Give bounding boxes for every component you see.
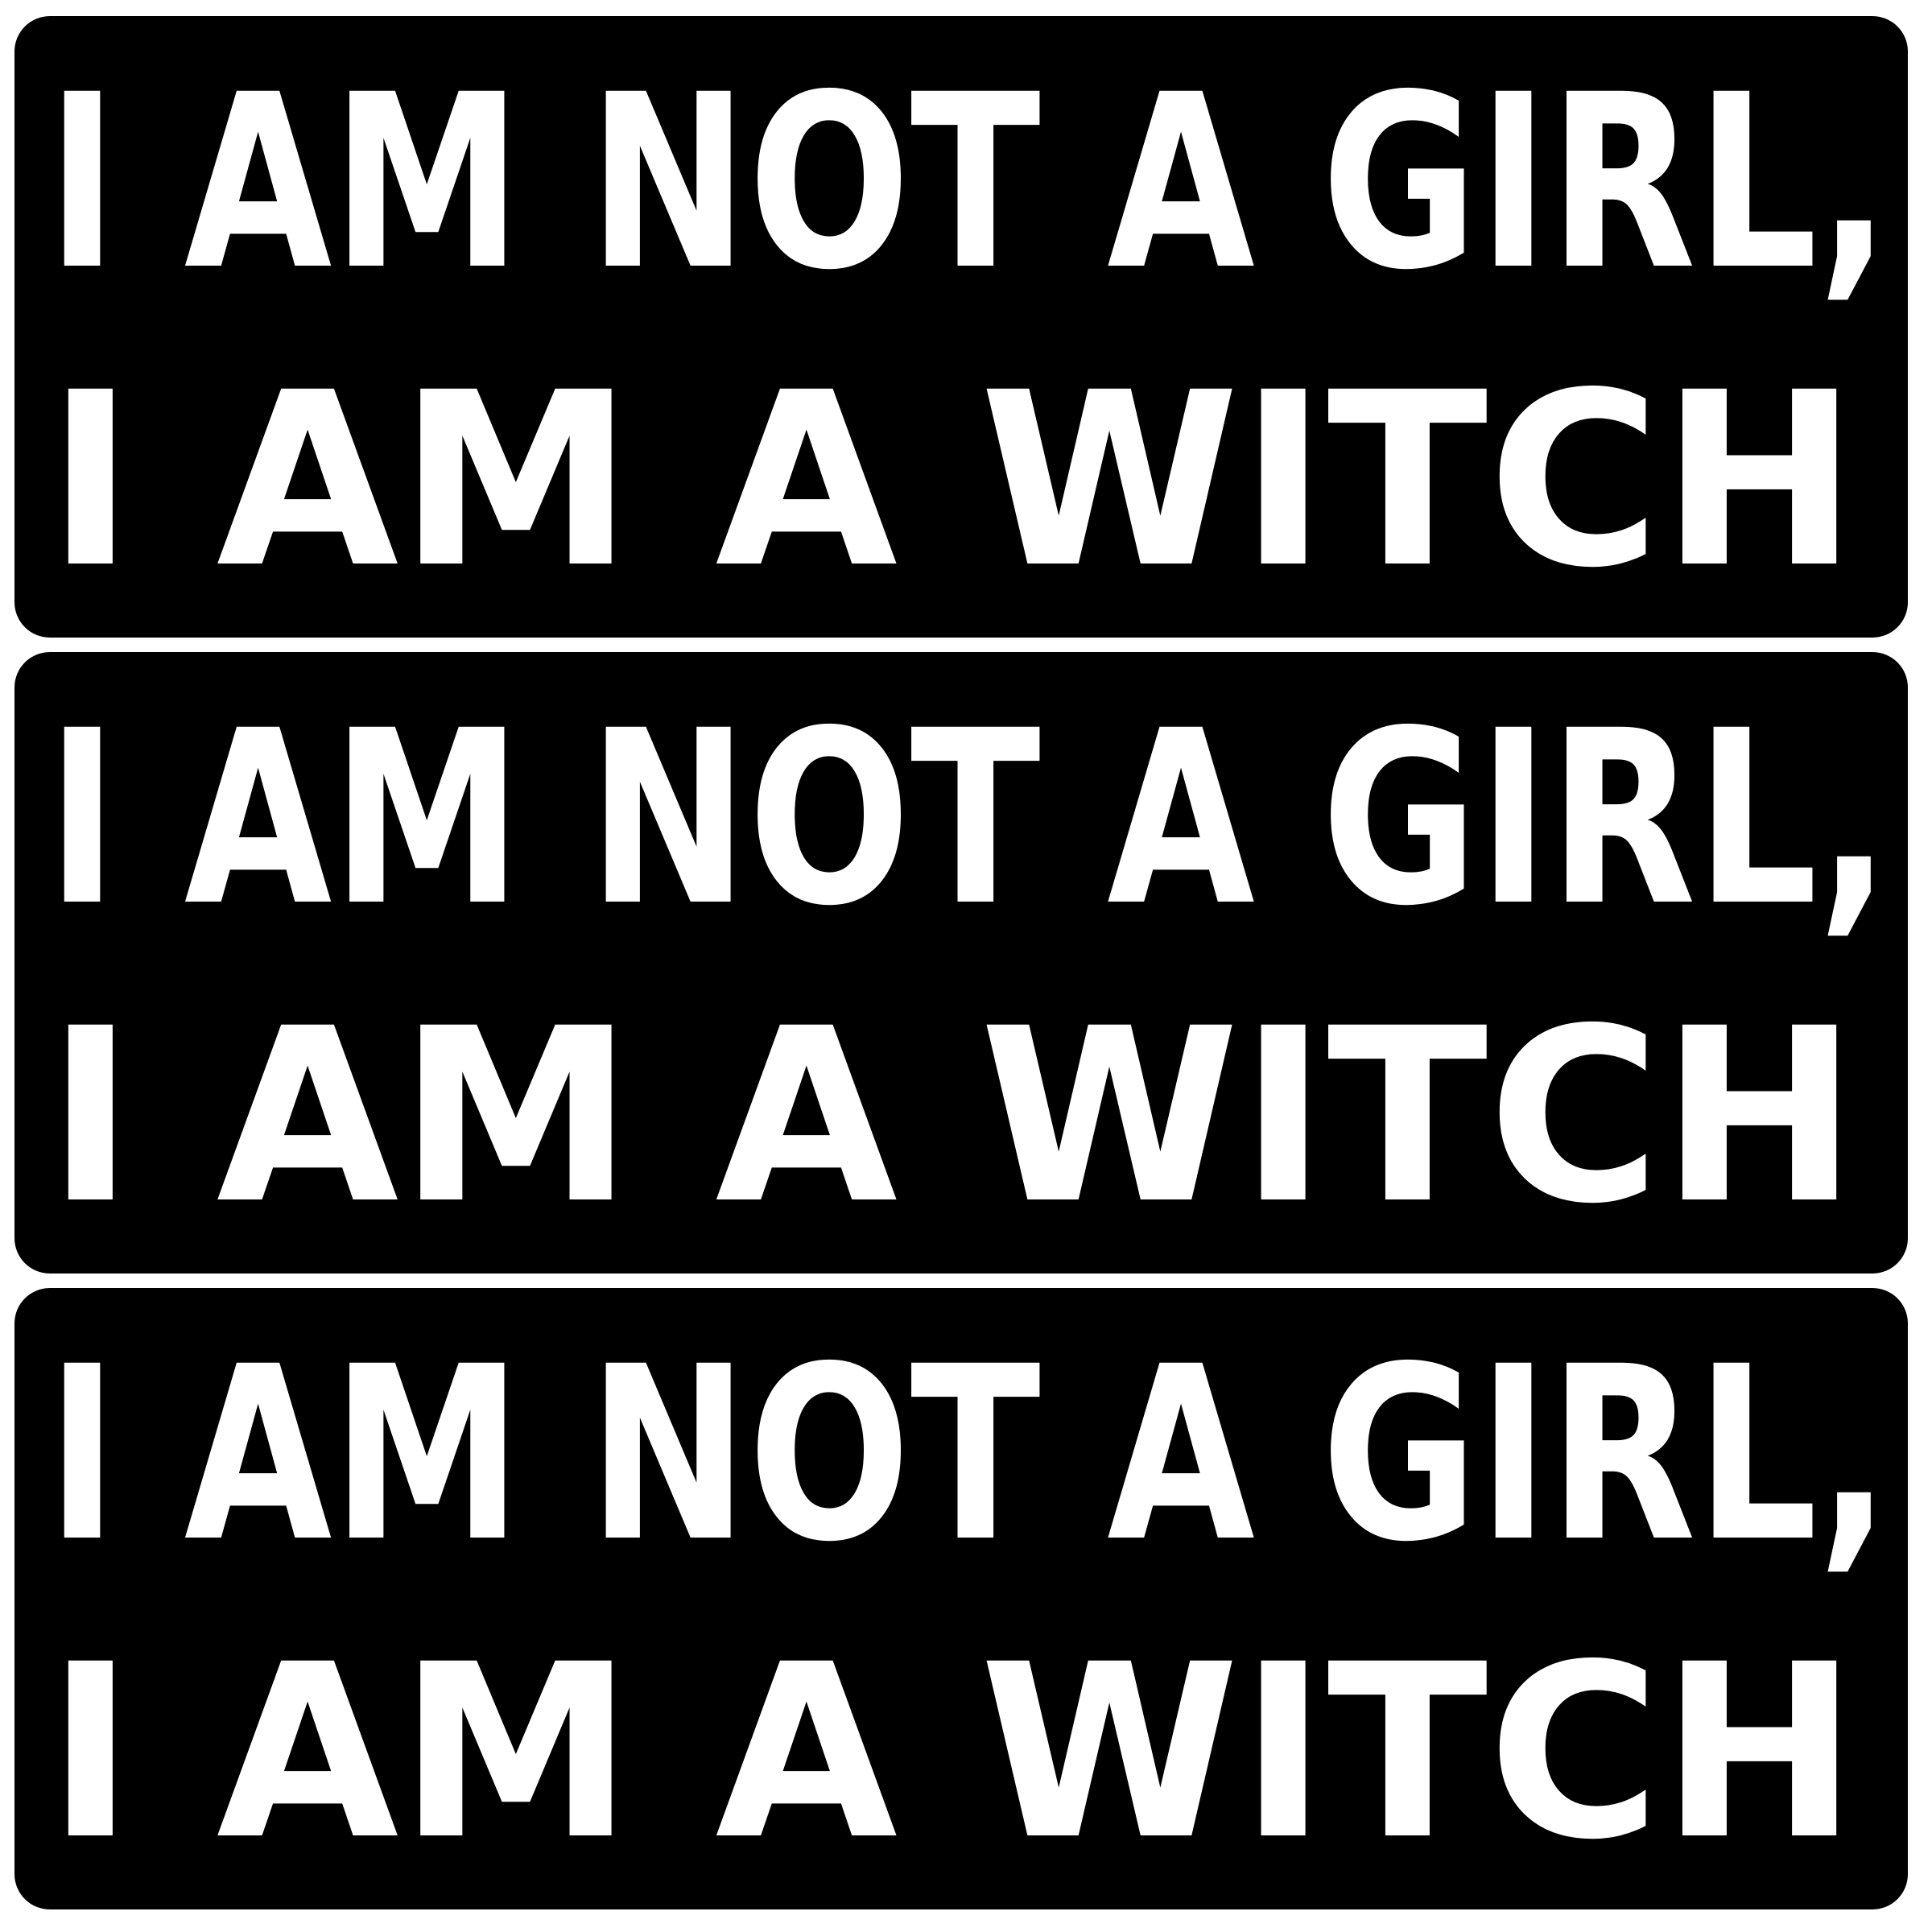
sticker-text: I AM NOT A GIRL, — [47, 679, 1890, 959]
sticker-text: I AM NOT A GIRL, — [47, 1315, 1890, 1595]
sticker-text: I AM A WITCH — [47, 977, 1858, 1257]
sticker-line-1-svg — [47, 679, 1898, 959]
sticker-line-2-svg — [47, 1613, 1898, 1893]
sticker-line-1 — [14, 43, 1908, 323]
sticker-line-1 — [14, 1315, 1908, 1595]
sticker-text: I AM A WITCH — [47, 341, 1858, 621]
sticker-3 — [14, 1288, 1908, 1909]
sticker-line-2-svg — [47, 977, 1898, 1257]
sticker-line-2-svg — [47, 341, 1898, 621]
sticker-line-1 — [14, 679, 1908, 959]
sticker-text: I AM NOT A GIRL, — [47, 43, 1890, 323]
sticker-text: I AM A WITCH — [47, 1613, 1858, 1893]
sticker-line-2 — [14, 341, 1908, 621]
sticker-line-1-svg — [47, 43, 1898, 323]
sticker-2 — [14, 652, 1908, 1274]
sticker-1 — [14, 16, 1908, 638]
sticker-line-2 — [14, 977, 1908, 1257]
sticker-sheet — [14, 16, 1908, 1913]
sticker-line-2 — [14, 1613, 1908, 1893]
sticker-line-1-svg — [47, 1315, 1898, 1595]
